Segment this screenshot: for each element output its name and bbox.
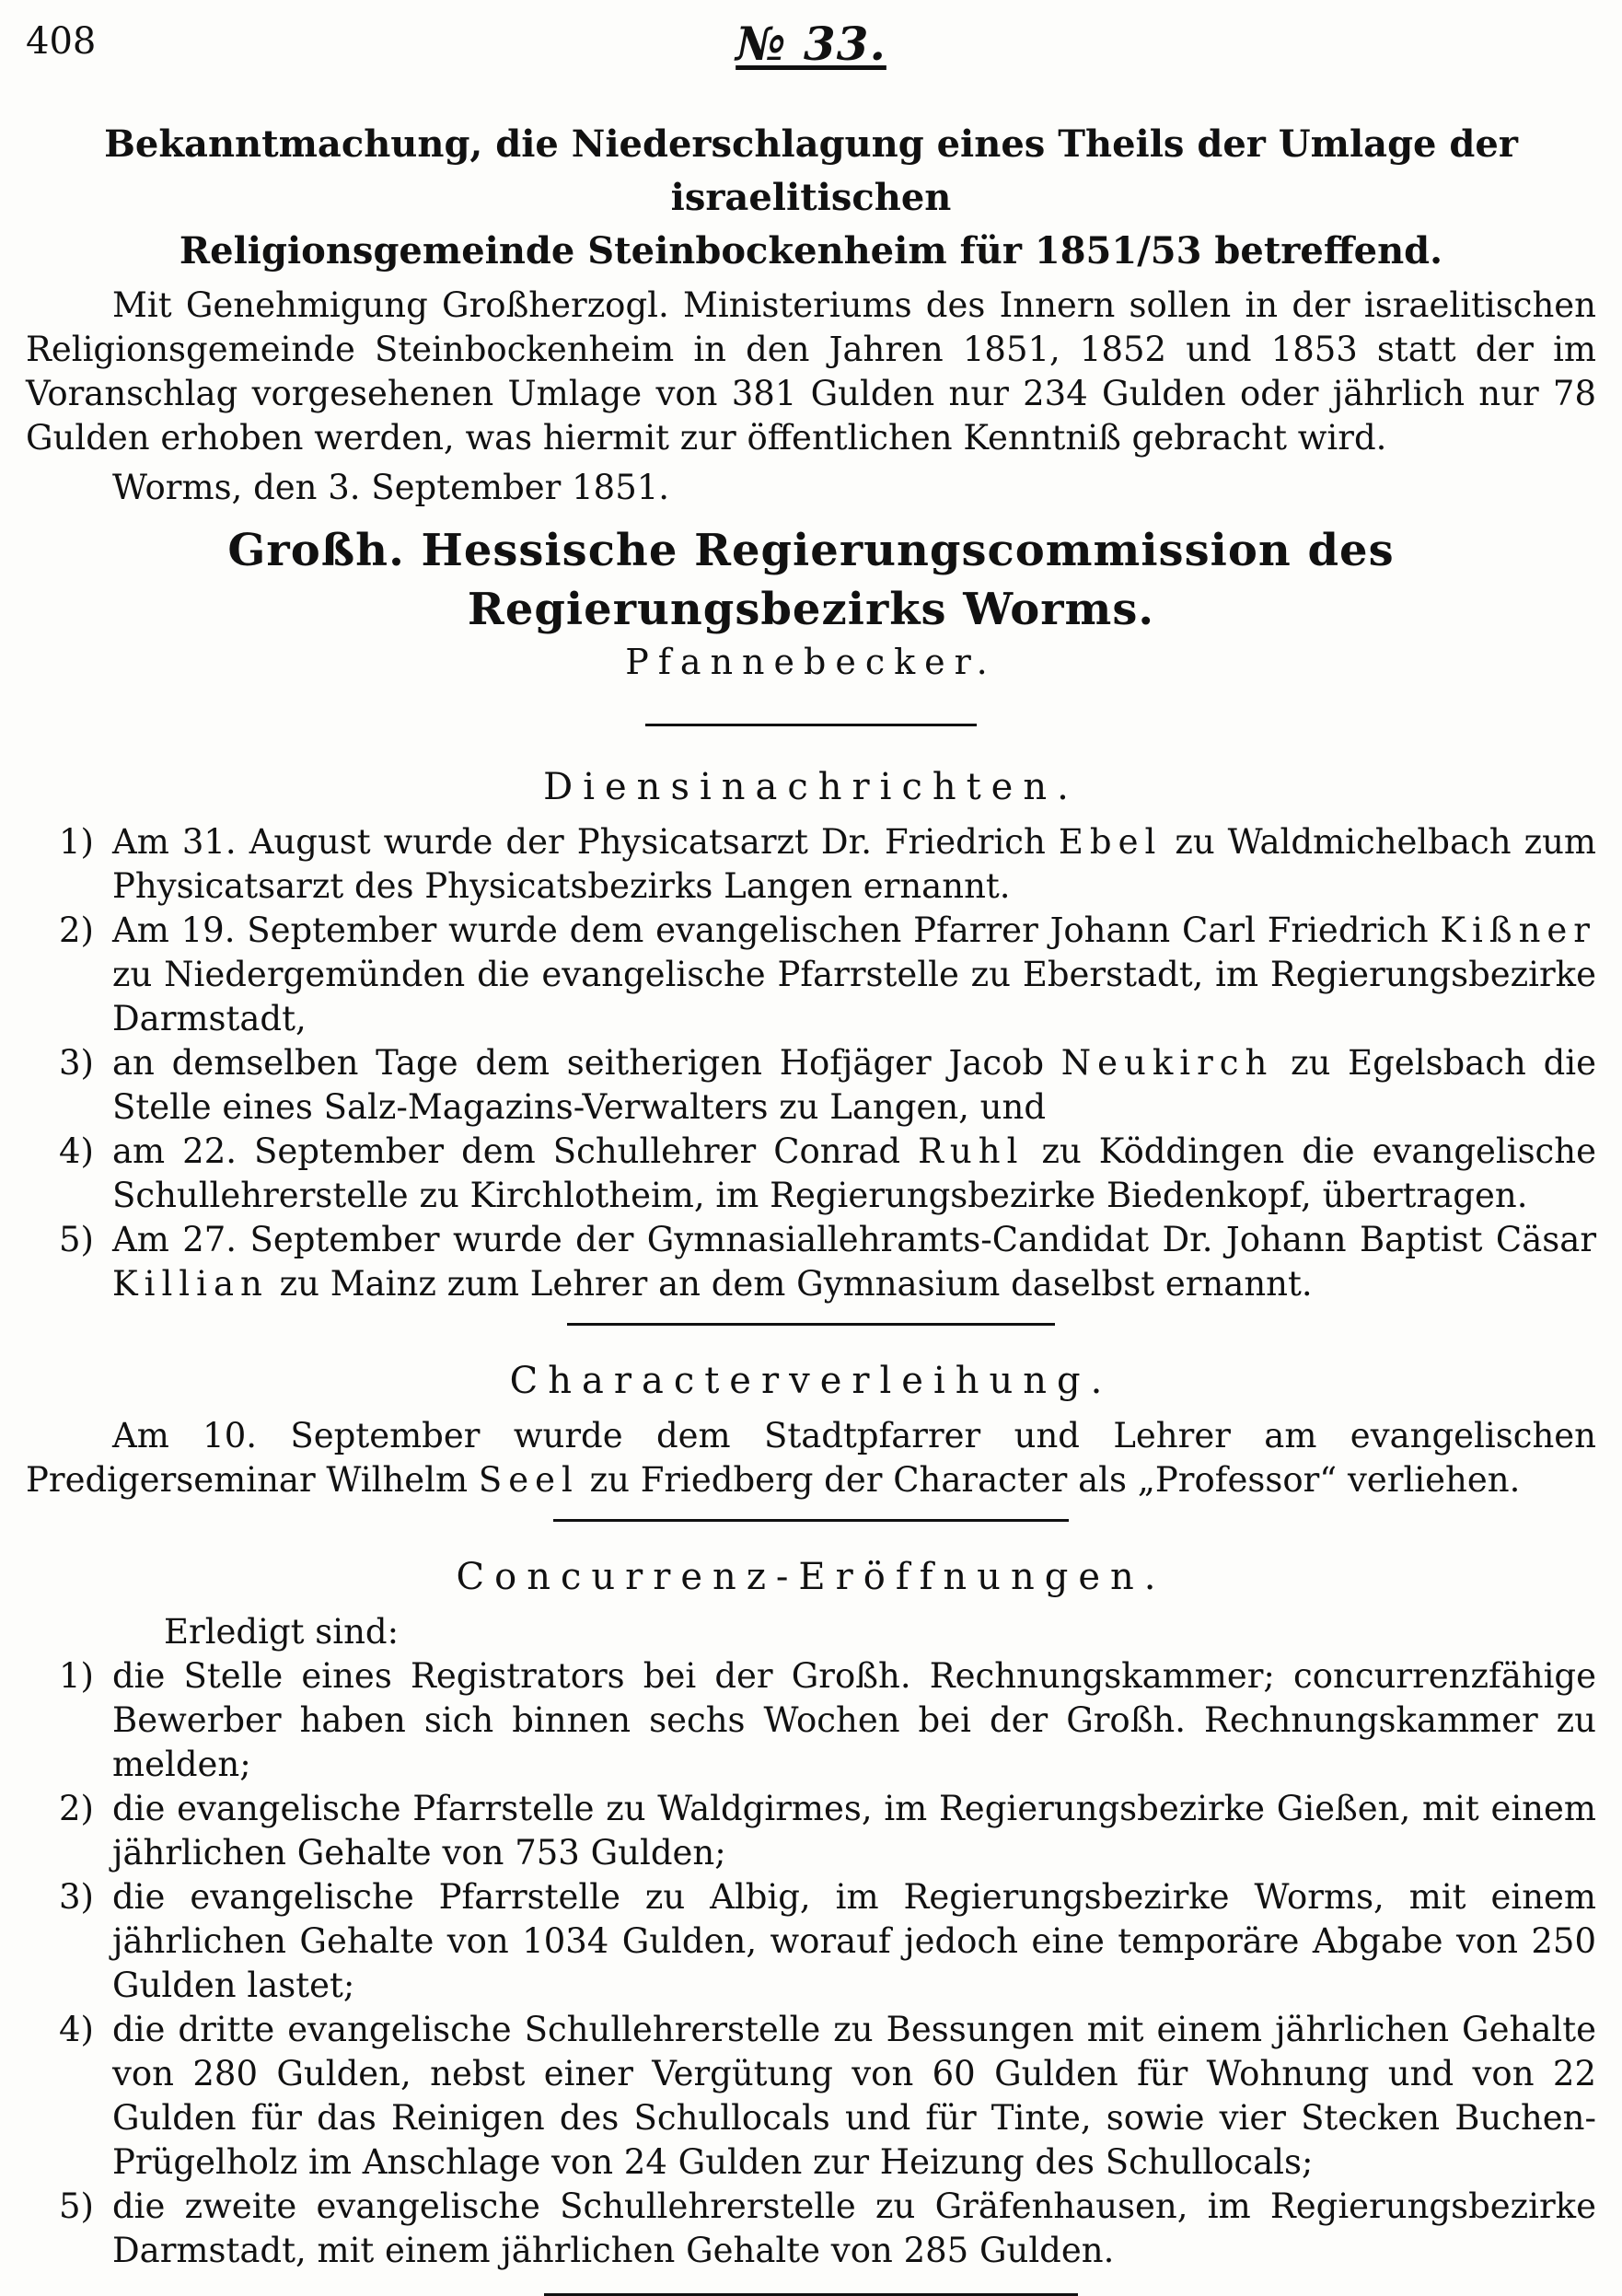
page-number: 408 [26,20,97,63]
item-number: 2) [59,910,94,950]
item-text: die evangelische Pfarrstelle zu Albig, im Regierungsbezirke Worms, mit einem jährlichen Gehalte von 1034 Gulden, worauf jedoch eine temporäre Abgabe von 250 Gulden lastet; [112,1877,1596,2005]
notice-body: Mit Genehmigung Großherzogl. Ministeriums des Innern sollen in der israelitischen Religionsgemeinde Steinbockenheim in den Jahren 1851, 1852 und 1853 statt der im Voranschlag vorgesehenen Umlage von 381 Gulden nur 234 Gulden oder jährlich nur 78 Gulden erhoben werden, was hiermit zur öffentlichen Kenntniß gebracht wird. [26,285,1596,458]
section-divider [553,1519,1069,1522]
item-text: die dritte evangelische Schullehrerstelle zu Bessungen mit einem jährlichen Gehalte von 280 Gulden, nebst einer Vergütung von 60 Gulden für Wohnung und von 22 Gulden für das Reinigen des Schullocals und für Tinte, sowie vier Stecken Buchen-Prügelholz im Anschlage von 24 Gulden zur Heizung des Schullocals; [112,2010,1596,2182]
section-divider [567,1323,1055,1326]
notice-title [26,118,1596,278]
concurrenz-item-5 [26,2185,1596,2273]
section-divider [645,724,977,726]
person-name: Ruhl [918,1131,1025,1171]
character-body: Am 10. September wurde dem Stadtpfarrer und Lehrer am evangelischen Predigerseminar Wilhelm Seel zu Friedberg der Character als „Professor“ verliehen. [26,1416,1596,1500]
item-number: 4) [59,2010,94,2049]
item-number: 3) [59,1043,94,1083]
dienst-item-4: 4) am 22. September dem Schullehrer Conrad Ruhl zu Köddingen die evangelische Schullehrerstelle zu Kirchlotheim, im Regierungsbezirke Biedenkopf, übertragen. [26,1130,1596,1218]
notice-title-line-2: Religionsgemeinde Steinbockenheim für 1851/53 betreffend. [179,229,1443,273]
concurrenz-item-4 [26,2008,1596,2185]
item-number: 1) [59,822,94,862]
gazette-page [26,18,1596,2296]
concurrenz-intro: Erledigt sind: [164,1612,400,1652]
dienst-item-5: 5) Am 27. September wurde der Gymnasiallehramts-Candidat Dr. Johann Baptist Cäsar Killian zu Mainz zum Lehrer an dem Gymnasium daselbst ernannt. [26,1218,1596,1306]
person-name: Seel [478,1460,579,1500]
item-number: 2) [59,1789,94,1828]
issue-number: № 33. [736,17,886,71]
person-name: Kißner [1440,910,1596,950]
notice-title-line-1: Bekanntmachung, die Niederschlagung eines Theils der Umlage der israelitischen [104,122,1518,219]
item-text: die Stelle eines Registrators bei der Großh. Rechnungskammer; concurrenzfähige Bewerber haben sich binnen sechs Wochen bei der Großh. Rechnungskammer zu melden; [112,1656,1596,1784]
concurrenz-list [26,1654,1596,2273]
issuing-authority: Großh. Hessische Regierungscommission des Regierungsbezirks Worms. [227,525,1395,635]
dienst-section-title: Diensinachrichten. [543,766,1079,808]
person-name: Neukirch [1060,1043,1274,1083]
item-number: 5) [59,1220,94,1259]
item-text: die evangelische Pfarrstelle zu Waldgirmes, im Regierungsbezirke Gießen, mit einem jährlichen Gehalte von 753 Gulden; [112,1789,1596,1873]
dienst-item-3: 3) an demselben Tage dem seitherigen Hofjäger Jacob Neukirch zu Egelsbach die Stelle eines Salz-Magazins-Verwalters zu Langen, und [26,1041,1596,1130]
person-name: Ebel [1058,822,1163,862]
person-name: Killian [112,1264,269,1304]
notice-date: Worms, den 3. September 1851. [112,468,670,507]
item-number: 5) [59,2186,94,2226]
page-header [26,18,1596,74]
item-number: 3) [59,1877,94,1917]
concurrenz-item-1 [26,1654,1596,1787]
concurrenz-item-2 [26,1787,1596,1875]
concurrenz-item-3 [26,1875,1596,2008]
character-section-title: Characterverleihung. [509,1360,1113,1402]
dienst-item-2: 2) Am 19. September wurde dem evangelischen Pfarrer Johann Carl Friedrich Kißner zu Niedergemünden die evangelische Pfarrstelle zu Eberstadt, im Regierungsbezirke Darmstadt, [26,909,1596,1041]
dienst-list [26,820,1596,1306]
item-number: 4) [59,1131,94,1171]
item-text: die zweite evangelische Schullehrerstelle zu Gräfenhausen, im Regierungsbezirke Darmstadt, mit einem jährlichen Gehalte von 285 Gulden. [112,2186,1596,2270]
item-number: 1) [59,1656,94,1696]
signer-name: Pfannebecker. [625,642,997,682]
dienst-item-1: 1) Am 31. August wurde der Physicatsarzt Dr. Friedrich Ebel zu Waldmichelbach zum Physicatsarzt des Physicatsbezirks Langen ernannt. [26,820,1596,909]
concurrenz-section-title: Concurrenz-Eröffnungen. [456,1556,1166,1598]
